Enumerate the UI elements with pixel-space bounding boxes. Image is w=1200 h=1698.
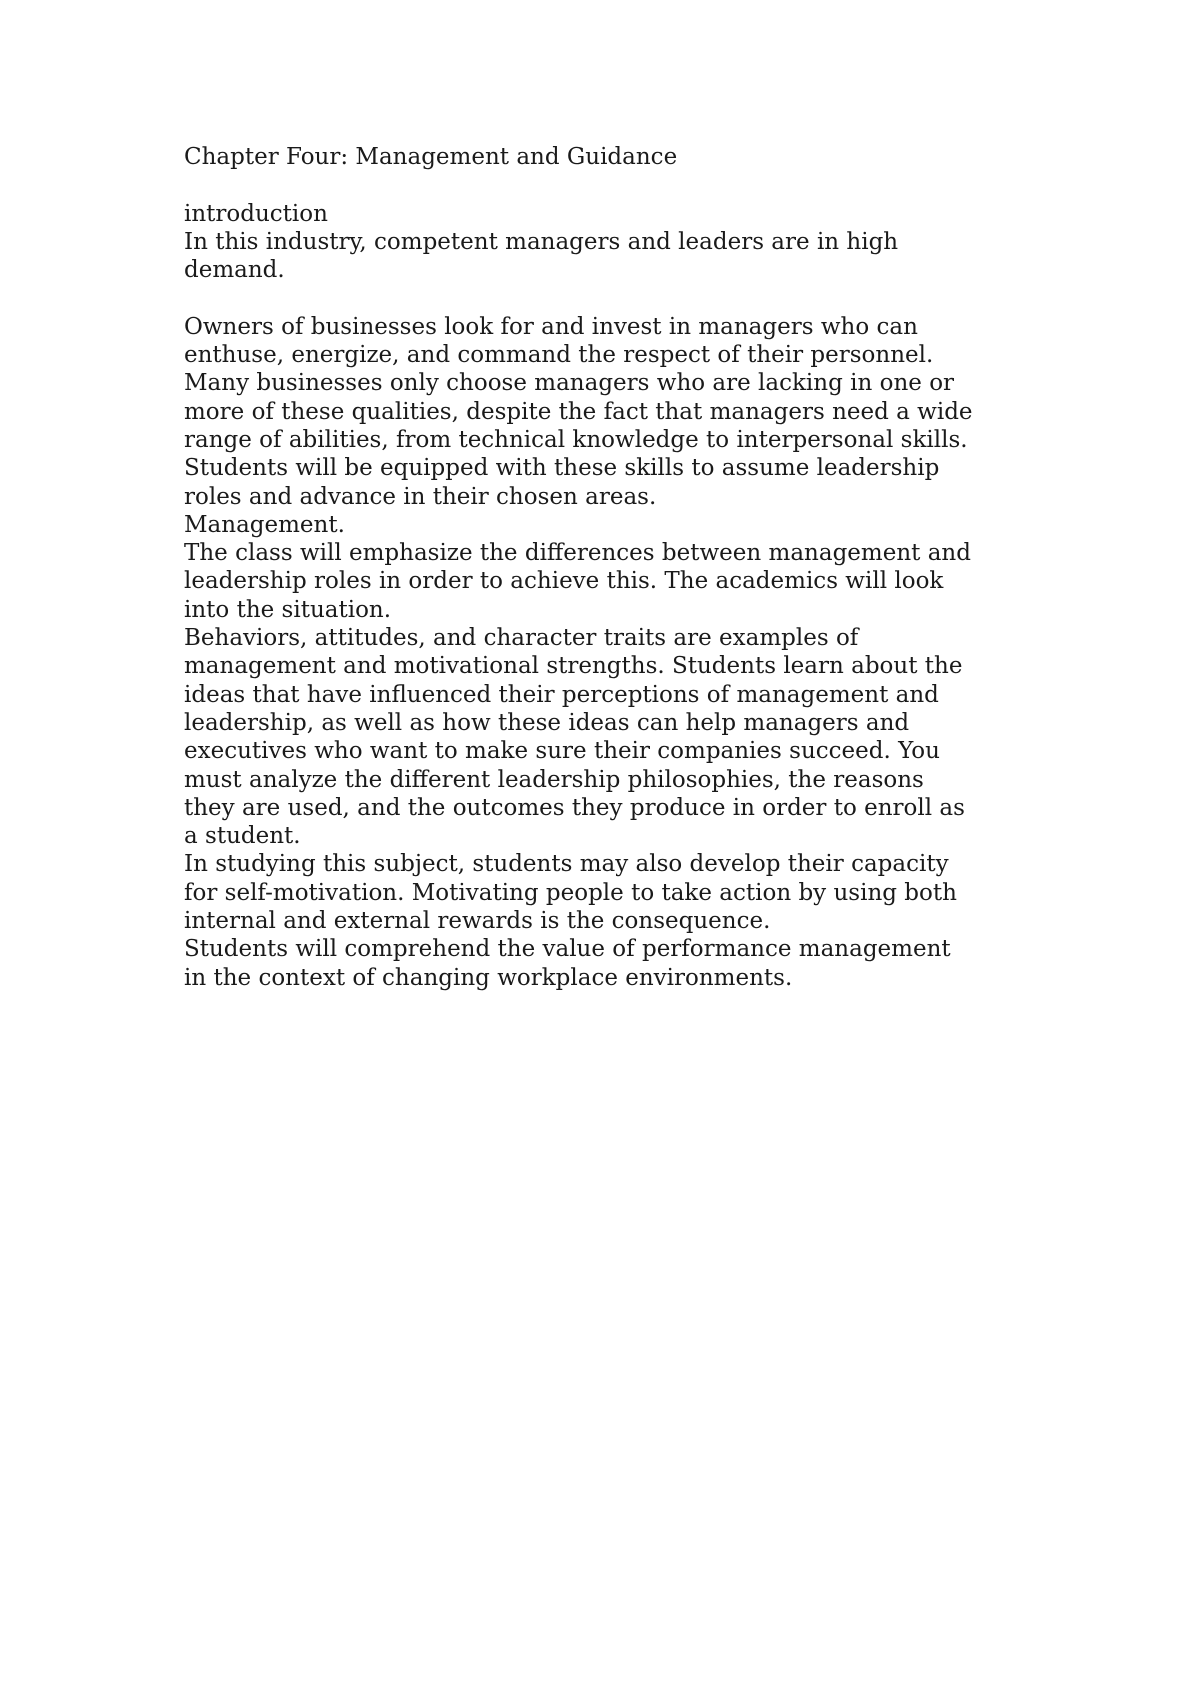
text-line: roles and advance in their chosen areas. [184, 483, 657, 510]
text-line: Students will comprehend the value of performance management [184, 936, 951, 963]
text-line: Students will be equipped with these skills to assume leadership [184, 455, 940, 482]
text-line: Behaviors, attitudes, and character traits are examples of [184, 625, 859, 652]
text-line: demand. [184, 257, 285, 284]
text-line: management and motivational strengths. Students learn about the [184, 653, 963, 680]
text-line: must analyze the different leadership philosophies, the reasons [184, 766, 924, 793]
text-line: a student. [184, 823, 301, 850]
blank-line [184, 171, 1064, 199]
text-line: Many businesses only choose managers who are lacking in one or [184, 370, 955, 397]
text-line: enthuse, energize, and command the respect of their personnel. [184, 342, 934, 369]
text-line: internal and external rewards is the consequence. [184, 908, 771, 935]
text-line: they are used, and the outcomes they produce in order to enroll as [184, 794, 965, 821]
text-line: range of abilities, from technical knowledge to interpersonal skills. [184, 426, 968, 453]
text-line: ideas that have influenced their perceptions of management and [184, 681, 939, 708]
text-line: more of these qualities, despite the fact that managers need a wide [184, 398, 973, 425]
text-line: into the situation. [184, 596, 392, 623]
section-heading-management: Management. [184, 511, 345, 538]
text-line: In studying this subject, students may also develop their capacity [184, 851, 949, 878]
section-heading-introduction: introduction [184, 200, 328, 227]
text-line: In this industry, competent managers and leaders are in high [184, 228, 899, 255]
blank-line [184, 284, 1064, 312]
text-line: in the context of changing workplace environments. [184, 964, 793, 991]
text-line: leadership roles in order to achieve this. The academics will look [184, 568, 944, 595]
text-line: The class will emphasize the differences between management and [184, 540, 971, 567]
text-line: leadership, as well as how these ideas can help managers and [184, 709, 910, 736]
document-title: Chapter Four: Management and Guidance [184, 144, 678, 170]
text-line: Owners of businesses look for and invest in managers who can [184, 313, 918, 340]
text-line: for self-motivation. Motivating people to take action by using both [184, 879, 957, 906]
document-body [184, 143, 1064, 992]
text-line: executives who want to make sure their companies succeed. You [184, 738, 940, 765]
